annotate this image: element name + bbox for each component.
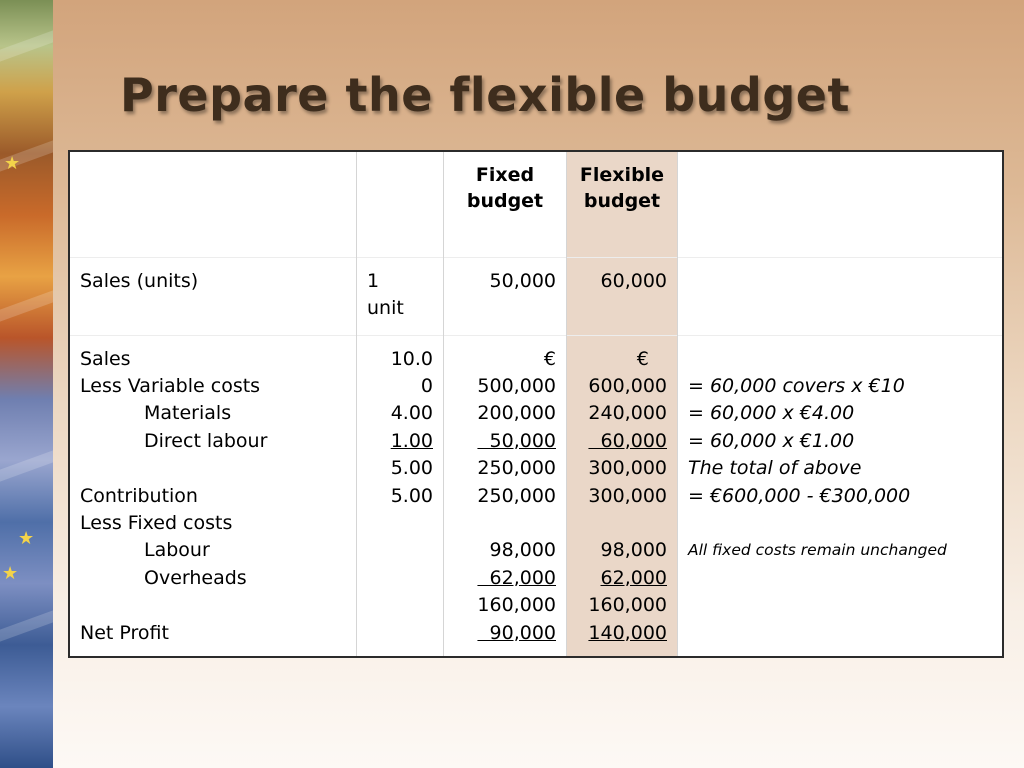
- flexible-budget-value: 98,000: [600, 539, 667, 562]
- fixed-budget-value: [454, 510, 556, 537]
- flexible-budget-value: 240,000: [588, 402, 667, 425]
- header-blank-cell: [69, 151, 357, 257]
- per-unit-value: 0: [420, 374, 433, 397]
- note-sales: = 60,000 covers x €10: [688, 374, 905, 397]
- per-unit-value: 10.0: [390, 347, 433, 370]
- note-contribution: = €600,000 - €300,000: [688, 484, 911, 507]
- per-unit-value: 5.00: [390, 484, 433, 507]
- header-blank-cell: [357, 151, 444, 257]
- line-item-label: Materials: [144, 402, 232, 425]
- line-item-label: Labour: [144, 539, 210, 562]
- flexible-budget-value: 300,000: [588, 457, 667, 480]
- star-icon: ★: [18, 528, 35, 549]
- line-item-label: Net Profit: [80, 621, 169, 644]
- fixed-budget-value: 500,000: [477, 374, 556, 397]
- note-labour: = 60,000 x €1.00: [688, 429, 855, 452]
- line-item-label: Less Variable costs: [80, 374, 261, 397]
- star-icon: ★: [2, 563, 19, 584]
- flexible-budget-value: 300,000: [588, 484, 667, 507]
- line-item-labels: [69, 335, 357, 657]
- line-item-label: Less Fixed costs: [80, 511, 233, 534]
- fixed-sales-units: 50,000: [444, 257, 567, 335]
- flexible-budget-value: 160,000: [588, 594, 667, 617]
- sales-units-row: [69, 257, 1003, 335]
- per-unit-value: [367, 428, 433, 455]
- header-blank-cell: [678, 151, 1004, 257]
- flexible-budget-header: Flexible budget: [567, 151, 678, 257]
- per-unit-cell: 1 unit: [357, 257, 444, 335]
- flexible-budget-value: €: [636, 347, 667, 370]
- fixed-budget-value: [454, 565, 556, 592]
- star-icon: ★: [4, 153, 21, 174]
- line-item-label: [80, 455, 346, 482]
- note-materials: = 60,000 x €4.00: [688, 402, 855, 425]
- fixed-budget-values: [444, 335, 567, 657]
- budget-table: [68, 150, 1004, 658]
- flexible-budget-values: [567, 335, 678, 657]
- header-row: [69, 151, 1003, 257]
- line-item-label: Direct labour: [144, 429, 268, 452]
- per-unit-value: 5.00: [390, 457, 433, 480]
- note-fixed-costs: All fixed costs remain unchanged: [688, 541, 947, 560]
- fixed-budget-value: [454, 428, 556, 455]
- sales-units-label: Sales (units): [69, 257, 357, 335]
- flexible-budget-value: [577, 510, 667, 537]
- line-item-label: Contribution: [80, 484, 198, 507]
- fixed-budget-value: 160,000: [477, 594, 556, 617]
- note-total: The total of above: [688, 457, 862, 480]
- flexible-budget-value: [577, 620, 667, 647]
- per-unit-value: 4.00: [390, 402, 433, 425]
- flexible-budget-value: 60,000: [588, 429, 667, 452]
- fixed-budget-value: 250,000: [477, 457, 556, 480]
- fixed-budget-header: Fixed budget: [444, 151, 567, 257]
- notes-blank-cell: [678, 257, 1004, 335]
- per-unit-values: [357, 335, 444, 657]
- per-unit-value: 1.00: [390, 429, 433, 452]
- detail-row: [69, 335, 1003, 657]
- line-item-label: Overheads: [144, 566, 247, 589]
- fixed-budget-value: 250,000: [477, 484, 556, 507]
- line-item-label: [80, 592, 346, 619]
- flexible-budget-value: [577, 428, 667, 455]
- flexible-budget-value: [577, 565, 667, 592]
- calculation-notes: [678, 335, 1004, 657]
- banknote-decoration: [0, 0, 53, 768]
- line-item-label: Sales: [80, 347, 131, 370]
- flexible-budget-value: 600,000: [588, 374, 667, 397]
- fixed-budget-value: 50,000: [477, 429, 556, 452]
- fixed-budget-value: 62,000: [477, 566, 556, 589]
- fixed-budget-value: 90,000: [477, 621, 556, 644]
- fixed-budget-value: 200,000: [477, 402, 556, 425]
- flexible-budget-value: 62,000: [600, 566, 667, 589]
- fixed-budget-value: [454, 620, 556, 647]
- slide-title: Prepare the flexible budget: [120, 68, 850, 122]
- flexible-budget-value: 140,000: [588, 621, 667, 644]
- flexible-sales-units: 60,000: [567, 257, 678, 335]
- fixed-budget-value: 98,000: [489, 539, 556, 562]
- fixed-budget-value: €: [543, 347, 556, 370]
